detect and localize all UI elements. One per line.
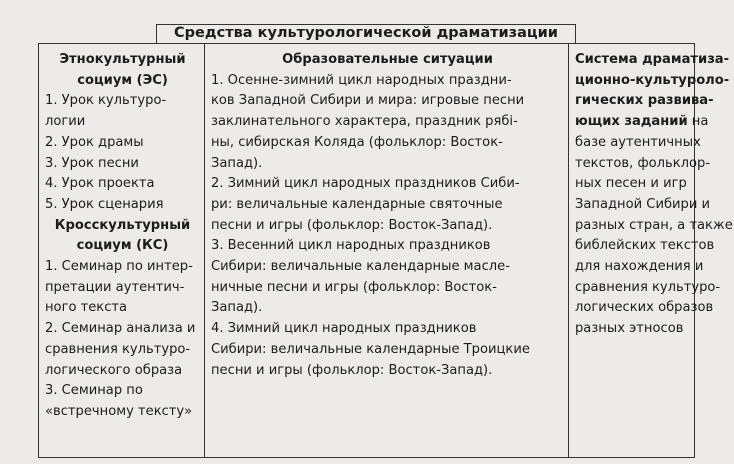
system-line: сравнения культуро-: [575, 279, 721, 295]
situation-line: Сибири: величальные календарные масле-: [211, 259, 510, 275]
situation-line: 3. Весенний цикл народных праздников: [211, 238, 491, 254]
situation-line: ны, сибирская Коляда (фольклор: Восток-: [211, 134, 503, 150]
ks-heading-2: социум (КС): [76, 238, 169, 254]
system-line: текстов, фольклор-: [575, 155, 711, 171]
system-line: разных стран, а также: [575, 217, 733, 233]
system-heading-end: ющих заданий: [575, 114, 688, 130]
es-item: 5. Урок сценария: [45, 196, 164, 212]
system-line: Западной Сибири и: [575, 196, 711, 212]
column-educational-situations: [205, 44, 569, 457]
system-line: логических образов: [575, 300, 714, 316]
column-ethnocultural: [39, 44, 205, 457]
system-heading-line: ционно-культуроло-: [575, 72, 730, 88]
situations-heading: Образовательные ситуации: [282, 52, 493, 67]
system-mixed-line: [575, 112, 709, 133]
es-item: 3. Урок песни: [45, 155, 139, 171]
system-line: базе аутентичных: [575, 134, 701, 150]
system-line: разных этносов: [575, 321, 684, 337]
es-heading-2: социум (ЭС): [77, 72, 168, 88]
situation-line: Запад).: [211, 155, 263, 171]
ks-item: 2. Семинар анализа и: [45, 321, 196, 337]
situation-line: ри: величальные календарные святочные: [211, 196, 503, 212]
system-line: ных песен и игр: [575, 176, 687, 192]
table-title: Средства культурологической драматизации: [156, 24, 576, 44]
situation-line: ков Западной Сибири и мира: игровые песни: [211, 93, 525, 109]
system-line: для нахождения и: [575, 259, 704, 275]
ks-item: логического образа: [45, 362, 183, 378]
ks-item: 3. Семинар по: [45, 383, 143, 399]
ks-heading-1: Кросскультурный: [54, 217, 191, 233]
situation-line: Сибири: величальные календарные Троицкие: [211, 341, 530, 357]
system-line: библейских текстов: [575, 238, 715, 254]
ks-item: сравнения культуро-: [45, 341, 191, 357]
situation-line: заклинательного характера, праздник рябі-: [211, 114, 518, 130]
situation-line: песни и игры (фольклор: Восток-Запад).: [211, 362, 493, 378]
table: [38, 43, 733, 458]
situation-line: песни и игры (фольклор: Восток-Запад).: [211, 217, 493, 233]
situation-line: Запад).: [211, 300, 263, 316]
situation-line: ничные песни и игры (фольклор: Восток-: [211, 279, 497, 295]
situation-line: 1. Осенне-зимний цикл народных праздни-: [211, 72, 512, 88]
es-item: 1. Урок культуро-: [45, 93, 167, 109]
ks-item: ного текста: [45, 300, 128, 316]
system-heading-line: Система драматиза-: [575, 52, 730, 67]
situation-line: 4. Зимний цикл народных праздников: [211, 321, 477, 337]
ks-item: «встречному тексту»: [45, 403, 193, 419]
column-task-system: [569, 44, 733, 457]
es-item: 4. Урок проекта: [45, 176, 155, 192]
system-heading-line: гических развива-: [575, 93, 714, 109]
situation-line: 2. Зимний цикл народных праздников Сиби-: [211, 176, 520, 192]
es-item: логии: [45, 114, 86, 130]
system-text-start: на: [687, 114, 709, 130]
es-item: 2. Урок драмы: [45, 134, 144, 150]
ks-item: претации аутентич-: [45, 279, 185, 295]
ks-item: 1. Семинар по интер-: [45, 259, 193, 275]
es-heading-1: Этнокультурный: [59, 52, 186, 67]
